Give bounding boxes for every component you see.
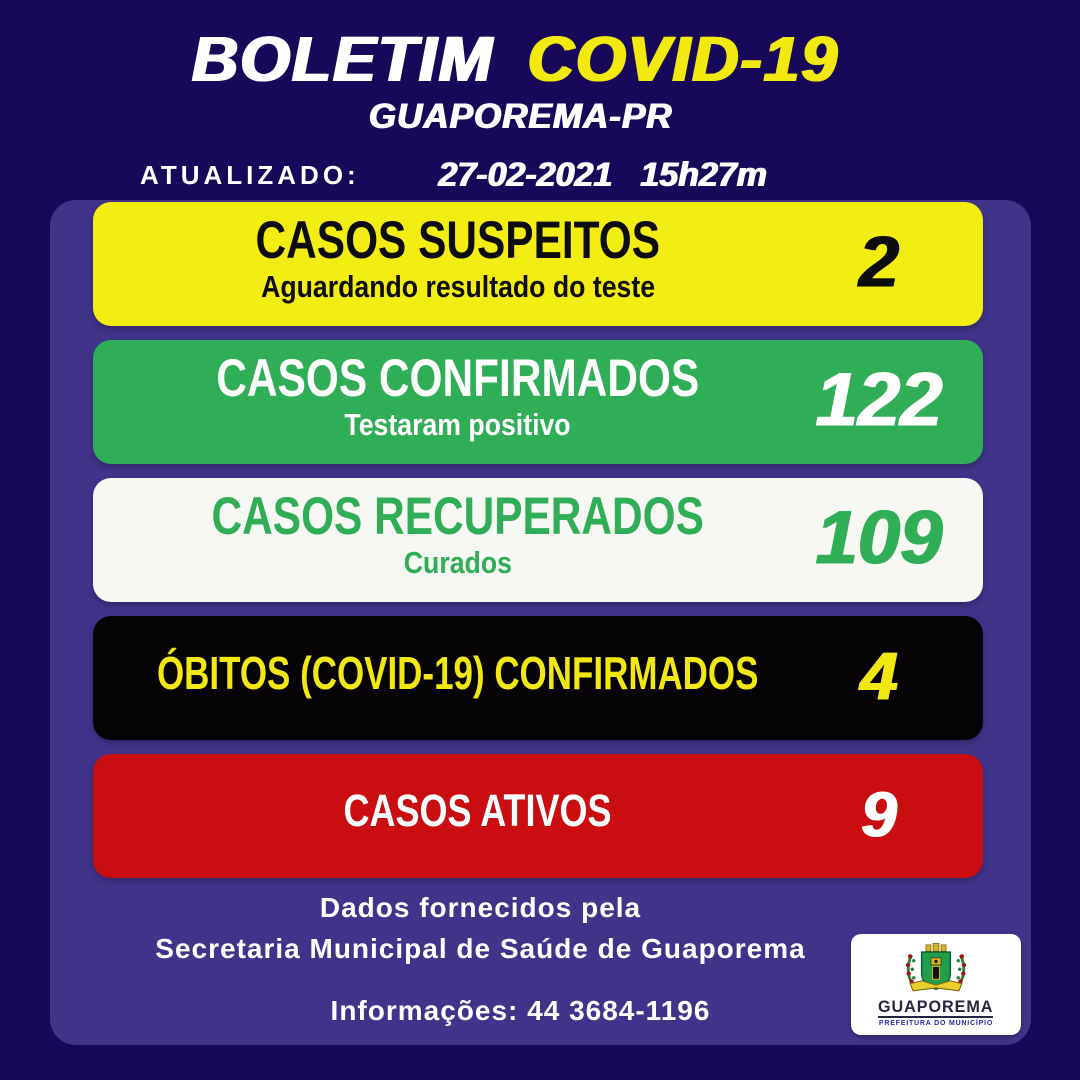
card-text — [93, 754, 863, 878]
card-text — [93, 478, 823, 602]
card-subtitle: Testaram positivo — [344, 406, 572, 442]
card-title: CASOS ATIVOS — [343, 785, 613, 837]
card-text — [93, 202, 823, 326]
card-title: CASOS SUSPEITOS — [255, 210, 661, 270]
footer-source-line2: Secretaria Municipal de Saúde de Guaporema — [155, 933, 806, 964]
title-word-covid19: COVID-19 — [527, 23, 839, 95]
updated-date: 27-02-2021 — [437, 156, 612, 194]
stat-card-casos-ativos — [93, 754, 983, 878]
updated-time: 15h27m — [639, 156, 767, 194]
stat-card-casos-confirmados — [93, 340, 983, 464]
update-row — [140, 156, 766, 195]
title-word-boletim: BOLETIM — [191, 23, 494, 95]
stat-card-casos-recuperados — [93, 478, 983, 602]
card-value: 122 — [814, 357, 942, 443]
footer-contact-info: Informações: 44 3684-1196 — [330, 995, 711, 1026]
logo-subtitle: PREFEITURA DO MUNICÍPIO — [878, 1020, 994, 1027]
city-subtitle: GUAPOREMA-PR — [368, 97, 672, 136]
card-text — [93, 340, 823, 464]
card-subtitle: Curados — [403, 544, 513, 580]
stat-card-obitos-confirmados — [93, 616, 983, 740]
card-value: 2 — [857, 222, 899, 303]
card-title: CASOS RECUPERADOS — [211, 486, 705, 546]
card-subtitle: Aguardando resultado do teste — [260, 268, 656, 304]
stat-card-casos-suspeitos — [93, 202, 983, 326]
municipality-logo-box — [851, 934, 1021, 1035]
stats-panel — [50, 200, 1031, 1045]
logo-city-name: GUAPOREMA — [878, 997, 994, 1016]
footer-source-line1: Dados fornecidos pela — [319, 892, 642, 923]
card-text — [93, 616, 823, 740]
card-value: 109 — [814, 495, 942, 581]
card-title: CASOS CONFIRMADOS — [216, 348, 700, 408]
card-value: 9 — [860, 778, 896, 851]
coat-of-arms-icon — [900, 942, 972, 998]
page-title — [0, 22, 1030, 96]
card-value: 4 — [859, 638, 897, 715]
card-title: ÓBITOS (COVID-19) CONFIRMADOS — [157, 646, 759, 699]
updated-label: ATUALIZADO: — [140, 160, 360, 190]
